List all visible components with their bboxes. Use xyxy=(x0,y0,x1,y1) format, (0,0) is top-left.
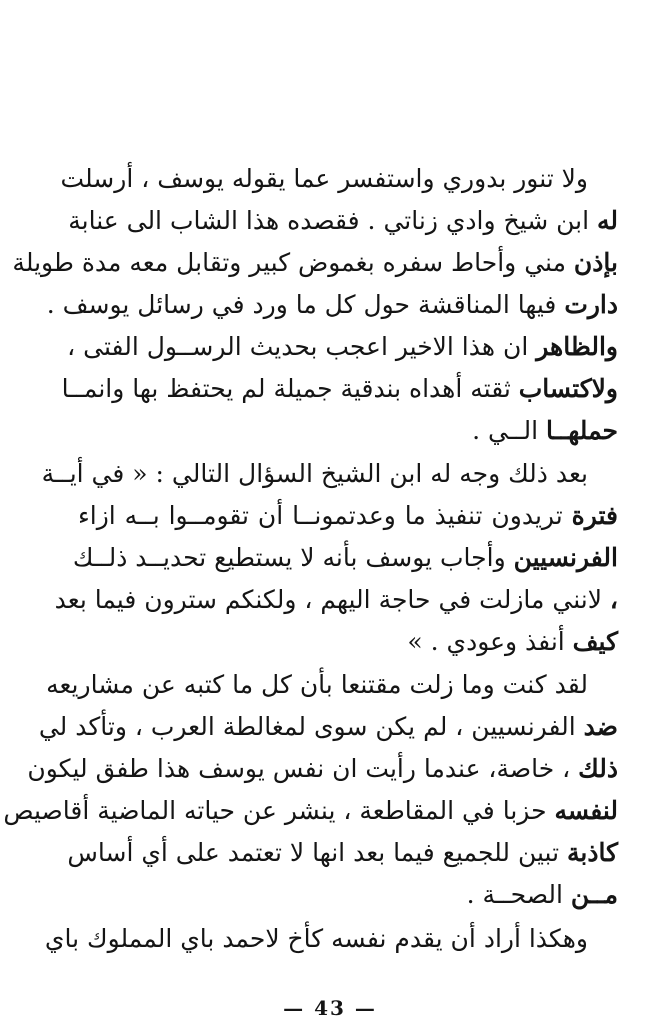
line-text: ان هذا الاخير اعجب بحديث الرســول الفتى ، xyxy=(67,332,537,361)
text-line xyxy=(27,748,618,790)
text-line xyxy=(44,918,618,960)
paragraph-4 xyxy=(44,918,618,960)
page-number: — 43 — xyxy=(283,996,377,1020)
line-text: لانني مازلت في حاجة اليهم ، ولكنكم سترون فيما بعد xyxy=(54,585,610,614)
line-text: وهكذا أراد أن يقدم نفسه كأخ لاحمد باي المملوك باي xyxy=(44,924,588,953)
text-line xyxy=(46,284,618,326)
line-text: ابن شيخ وادي زناتي . فقصده هذا الشاب الى عنابة xyxy=(68,206,597,235)
text-line xyxy=(61,368,618,410)
text-line xyxy=(78,874,618,916)
line-text: فيها المناقشة حول كل ما ورد في رسائل يوسف . xyxy=(46,290,565,319)
line-text: وأجاب يوسف بأنه لا يستطيع تحديــد ذلــك xyxy=(72,543,514,572)
line-lead: ، xyxy=(609,585,618,614)
paragraph-1 xyxy=(12,158,618,452)
line-text: مني وأحاط سفره بغموض كبير وتقابل معه مدة طويلة xyxy=(12,248,574,277)
line-lead: مــن xyxy=(570,880,618,909)
line-lead: كيف xyxy=(572,627,618,656)
paragraph-3 xyxy=(3,664,618,916)
line-text: الــي . xyxy=(472,416,547,445)
text-line xyxy=(78,621,618,663)
line-text: تريدون تنفيذ ما وعدتمونــا أن تقومــوا بــه ازاء xyxy=(78,501,572,530)
text-line xyxy=(41,453,618,495)
text-line xyxy=(78,410,618,452)
line-text: بعد ذلك وجه له ابن الشيخ السؤال التالي : « في أيــة xyxy=(41,459,588,488)
line-text: لقد كنت وما زلت مقتنعا بأن كل ما كتبه عن مشاريعه xyxy=(46,670,588,699)
text-line xyxy=(3,790,618,832)
line-text: ، خاصة، عندما رأيت ان نفس يوسف هذا طفق ليكون xyxy=(27,754,579,783)
line-lead: والظاهر xyxy=(536,332,618,361)
text-line xyxy=(67,832,618,874)
text-line xyxy=(72,537,618,579)
line-lead: دارت xyxy=(564,290,618,319)
paragraph-2 xyxy=(41,453,618,663)
line-text: تبين للجميع فيما بعد انها لا تعتمد على أي أساس xyxy=(67,838,567,867)
text-line xyxy=(60,158,618,200)
line-lead: الفرنسيين xyxy=(513,543,618,572)
text-line xyxy=(46,664,618,706)
line-lead: له xyxy=(596,206,618,235)
line-text: ولا تنور بدوري واستفسر عما يقوله يوسف ، أرسلت xyxy=(60,164,588,193)
line-text: الفرنسيين ، لم يكن سوى لمغالطة العرب ، وتأكد لي xyxy=(38,712,584,741)
line-lead: ضد xyxy=(583,712,618,741)
line-text: ثقته أهداه بندقية جميلة لم يحتفظ بها وانمــا xyxy=(61,374,519,403)
line-lead: فترة xyxy=(571,501,618,530)
line-text: الصحــة . xyxy=(466,880,571,909)
text-line xyxy=(78,495,618,537)
line-text: حزبا في المقاطعة ، ينشر عن حياته الماضية أقاصيص xyxy=(3,796,555,825)
line-lead: لنفسه xyxy=(554,796,618,825)
text-line xyxy=(12,242,618,284)
text-line xyxy=(68,200,618,242)
line-lead: كاذبة xyxy=(566,838,618,867)
text-line xyxy=(38,706,618,748)
line-text: أنفذ وعودي . » xyxy=(407,627,573,656)
line-lead: حملهــا xyxy=(546,416,618,445)
line-lead: بإذن xyxy=(573,248,618,277)
line-lead: ولاكتساب xyxy=(518,374,618,403)
text-line xyxy=(54,579,618,621)
text-line xyxy=(67,326,618,368)
line-lead: ذلك xyxy=(578,754,618,783)
